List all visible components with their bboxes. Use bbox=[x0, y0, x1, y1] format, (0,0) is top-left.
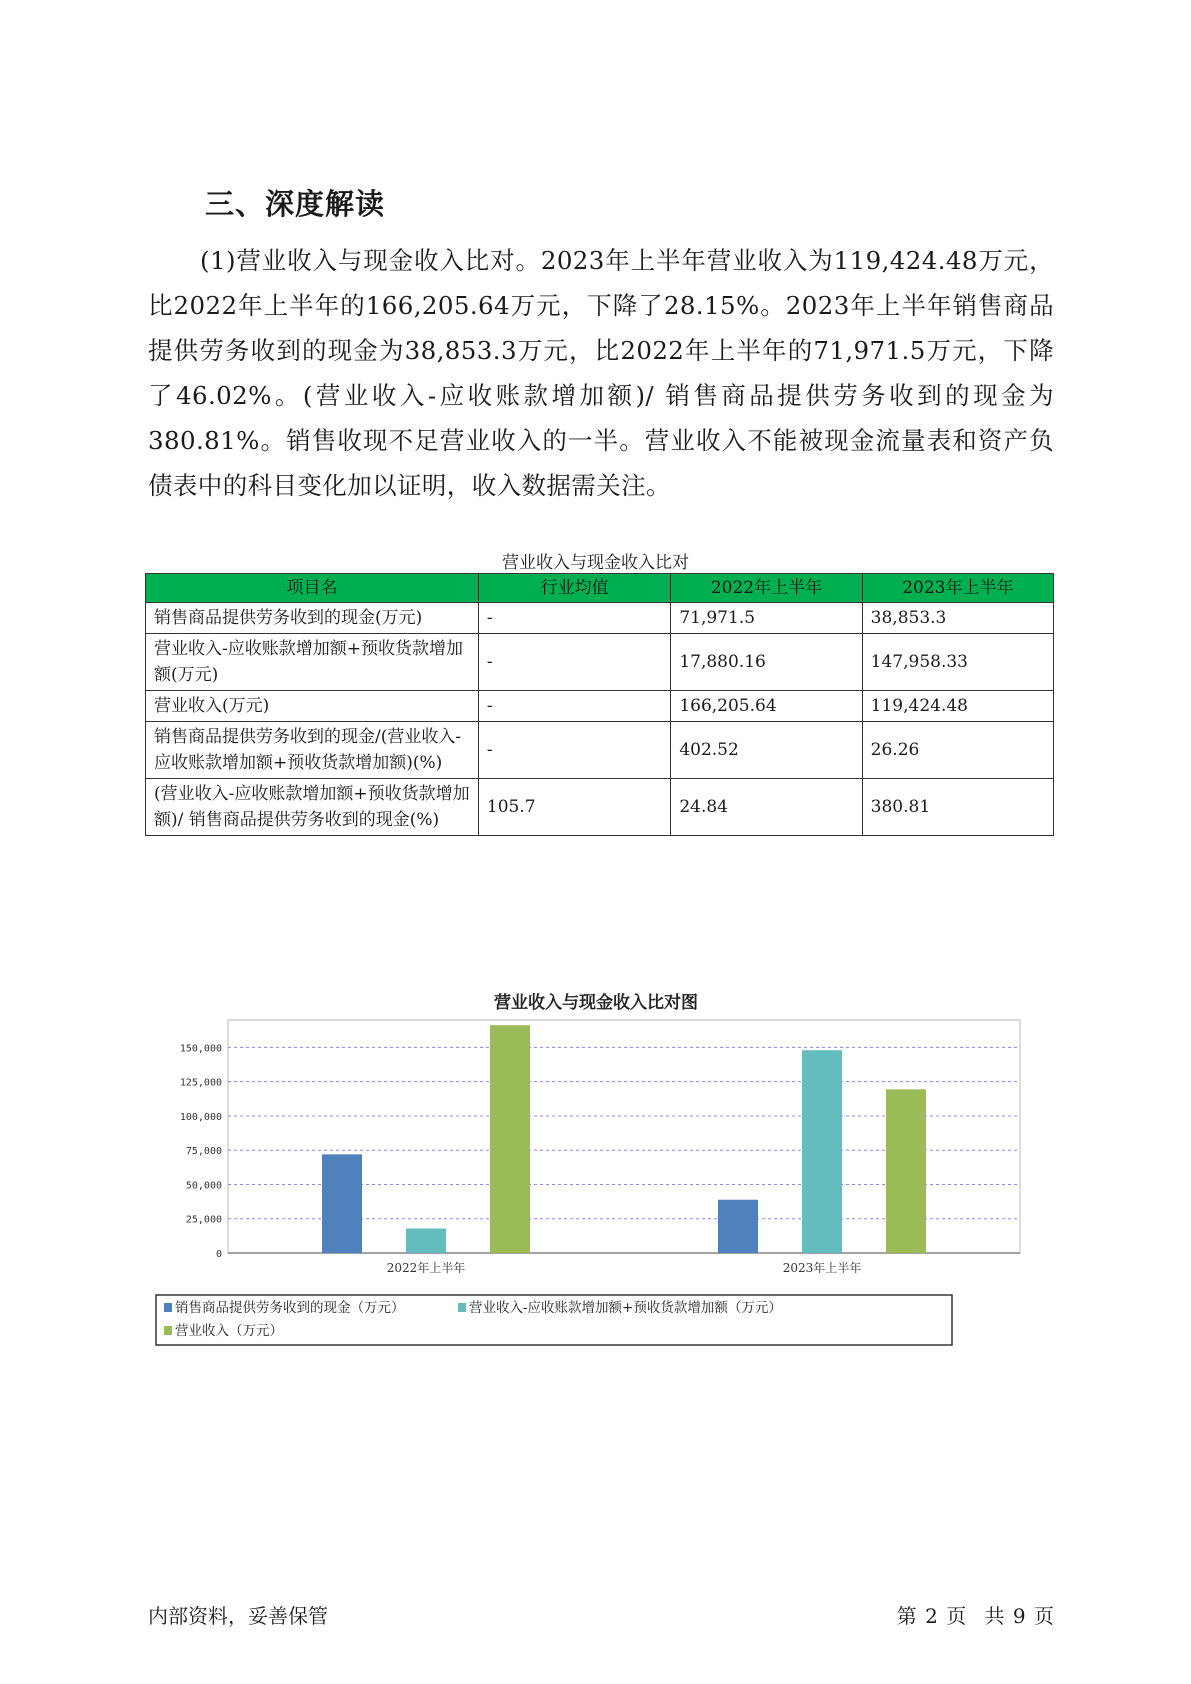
table-row bbox=[146, 691, 1054, 722]
y-tick-label: 25,000 bbox=[185, 1214, 222, 1226]
chart bbox=[140, 980, 1052, 1440]
total-number: 9 bbox=[1012, 1604, 1026, 1628]
cell-2022h1: 24.84 bbox=[671, 779, 862, 836]
y-tick-label: 50,000 bbox=[185, 1180, 222, 1192]
x-tick-label: 2023年上半年 bbox=[782, 1261, 862, 1275]
footer-page-info bbox=[895, 1600, 1054, 1629]
total-unit: 页 bbox=[1034, 1604, 1054, 1628]
cell-2023h1: 380.81 bbox=[862, 779, 1053, 836]
y-tick-label: 150,000 bbox=[179, 1043, 222, 1055]
page-unit: 页 bbox=[946, 1604, 967, 1628]
row-label: 营业收入-应收账款增加额+预收货款增加额(万元) bbox=[146, 634, 479, 691]
bar-chart-svg bbox=[140, 980, 1052, 1440]
legend-label: 营业收入（万元） bbox=[175, 1323, 283, 1339]
bar bbox=[718, 1200, 758, 1253]
cell-2023h1: 38,853.3 bbox=[862, 603, 1053, 634]
table-row bbox=[146, 603, 1054, 634]
comparison-table bbox=[145, 573, 1054, 836]
header-2023h1: 2023年上半年 bbox=[862, 574, 1053, 603]
bar bbox=[490, 1025, 530, 1253]
cell-industry-avg: - bbox=[478, 634, 670, 691]
legend-label: 销售商品提供劳务收到的现金（万元） bbox=[175, 1300, 405, 1316]
cell-industry-avg: - bbox=[478, 691, 670, 722]
legend-swatch bbox=[164, 1326, 172, 1335]
header-item-name: 项目名 bbox=[146, 574, 479, 603]
total-prefix: 共 bbox=[984, 1604, 1005, 1628]
header-2022h1: 2022年上半年 bbox=[671, 574, 862, 603]
table-row bbox=[146, 779, 1054, 836]
y-tick-label: 0 bbox=[215, 1249, 222, 1260]
table-row bbox=[146, 722, 1054, 779]
legend-swatch bbox=[458, 1303, 466, 1312]
x-tick-label: 2022年上半年 bbox=[386, 1261, 466, 1275]
cell-2023h1: 26.26 bbox=[862, 722, 1053, 779]
cell-industry-avg: - bbox=[478, 603, 670, 634]
row-label: 销售商品提供劳务收到的现金/(营业收入-应收账款增加额+预收货款增加额)(%) bbox=[146, 722, 479, 779]
legend-label: 营业收入-应收账款增加额+预收货款增加额（万元） bbox=[469, 1300, 782, 1316]
cell-industry-avg: 105.7 bbox=[478, 779, 670, 836]
bar bbox=[886, 1089, 926, 1253]
row-label: 营业收入(万元) bbox=[146, 691, 479, 722]
header-industry-avg: 行业均值 bbox=[478, 574, 670, 603]
table-title: 营业收入与现金收入比对 bbox=[502, 553, 689, 573]
cell-2023h1: 119,424.48 bbox=[862, 691, 1053, 722]
y-tick-label: 100,000 bbox=[179, 1111, 222, 1123]
table-header-row bbox=[146, 574, 1054, 603]
bar bbox=[322, 1154, 362, 1253]
cell-2022h1: 166,205.64 bbox=[671, 691, 862, 722]
bar bbox=[406, 1228, 446, 1253]
analysis-paragraph: (1)营业收入与现金收入比对。2023年上半年营业收入为119,424.48万元，比2022年上半年的166,205.64万元，下降了28.15%。2023年上半年销售商品提供劳务收到的现金为38,853.3万元，比2022年上半年的71,971.5万元，下降了46.02%。(营业收入-应收账款增加额)/ 销售商品提供劳务收到的现金为380.81%。销售收现不足营业收入的一半。营业收入不能被现金流量表和资产负债表中的科目变化加以证明，收入数据需关注。 bbox=[148, 246, 1054, 500]
bar bbox=[802, 1050, 842, 1253]
page-prefix: 第 bbox=[896, 1604, 917, 1628]
section-heading: 三、深度解读 bbox=[205, 187, 386, 221]
cell-2023h1: 147,958.33 bbox=[862, 634, 1053, 691]
row-label: 销售商品提供劳务收到的现金(万元) bbox=[146, 603, 479, 634]
cell-industry-avg: - bbox=[478, 722, 670, 779]
page-number: 2 bbox=[925, 1604, 938, 1628]
y-tick-label: 125,000 bbox=[179, 1077, 222, 1089]
cell-2022h1: 17,880.16 bbox=[671, 634, 862, 691]
chart-title: 营业收入与现金收入比对图 bbox=[494, 993, 698, 1013]
legend-swatch bbox=[164, 1303, 172, 1312]
footer-confidential: 内部资料，妥善保管 bbox=[148, 1604, 328, 1628]
cell-2022h1: 71,971.5 bbox=[671, 603, 862, 634]
y-tick-label: 75,000 bbox=[185, 1146, 222, 1158]
table-row bbox=[146, 634, 1054, 691]
row-label: (营业收入-应收账款增加额+预收货款增加额)/ 销售商品提供劳务收到的现金(%) bbox=[146, 779, 479, 836]
cell-2022h1: 402.52 bbox=[671, 722, 862, 779]
